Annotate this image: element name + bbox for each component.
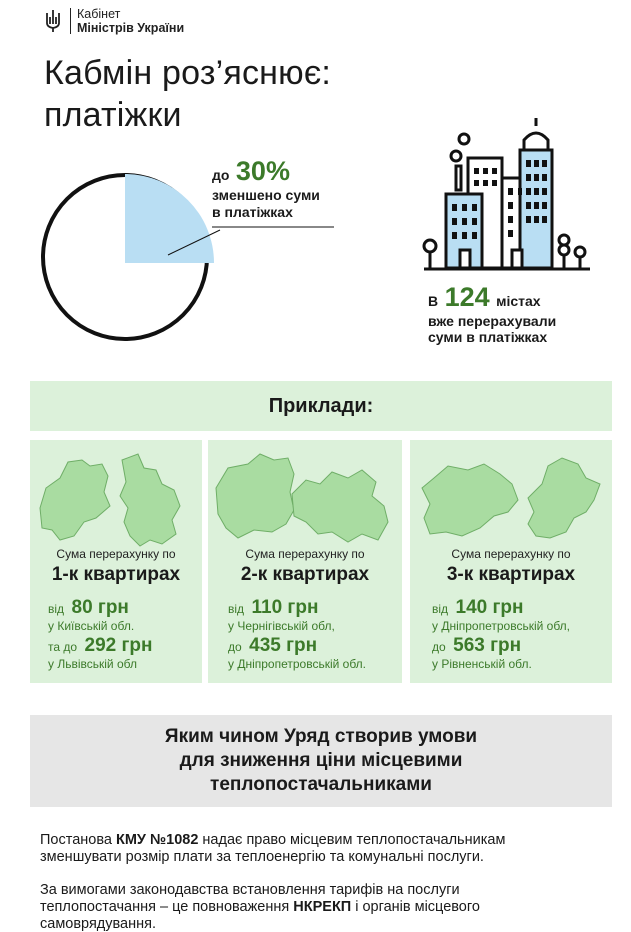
page-title xyxy=(44,52,331,136)
card-2-subtitle: Сума перерахунку по xyxy=(245,547,365,561)
para2-text4: самоврядування. xyxy=(40,916,157,932)
city-stat-value: 124 xyxy=(444,282,490,312)
card-3-subtitle: Сума перерахунку по xyxy=(451,547,571,561)
region-map-dnipro xyxy=(292,470,388,542)
card-2-rooms: 2-к квартирах xyxy=(240,564,370,585)
header-separator xyxy=(70,8,71,34)
region-maps xyxy=(410,448,612,548)
card-3-from xyxy=(410,597,612,633)
region-map-kyiv xyxy=(40,460,110,540)
region-map-dnipro xyxy=(422,464,518,536)
examples-heading: Приклади: xyxy=(268,394,374,417)
card-2-to xyxy=(208,635,402,671)
title-line1: Кабмін роз’яснює: xyxy=(44,54,332,92)
paragraph-resolution xyxy=(40,832,620,866)
card-3-to xyxy=(410,635,612,671)
card-2-from-region: у Чернігівській обл, xyxy=(228,619,335,633)
para2-text2: теплопостачання – це повноваження xyxy=(40,899,294,915)
card-2-to-amount: 435 грн xyxy=(249,635,318,656)
city-stat-suffix: містах xyxy=(496,293,541,309)
card-1-to-amount: 292 грн xyxy=(84,635,153,656)
card-1-to-prefix: та до xyxy=(48,640,78,654)
card-1-from xyxy=(30,597,202,633)
card-2-to-region: у Дніпропетровській обл. xyxy=(228,657,367,671)
pie-stat-value: 30% xyxy=(235,156,290,186)
paragraph-legislation xyxy=(40,882,620,932)
para1-text2: надає право місцевим теплопостачальникам xyxy=(198,832,506,848)
card-2-to-prefix: до xyxy=(228,640,242,654)
examples-heading-bar xyxy=(30,381,612,431)
para1-text3: зменшувати розмір плати за теплоенергію та комунальні послуги. xyxy=(40,849,484,865)
how-heading-bar xyxy=(30,715,612,807)
org-name-line2: Міністрів України xyxy=(77,21,185,35)
card-1-subtitle: Сума перерахунку по xyxy=(56,547,176,561)
how-heading-line3: теплопостачальниками xyxy=(210,774,432,795)
trident-icon xyxy=(44,9,62,33)
pie-stat-prefix: до xyxy=(212,167,230,183)
card-3-from-amount: 140 грн xyxy=(455,597,524,618)
card-3-rooms: 3-к квартирах xyxy=(446,564,576,585)
card-3-from-prefix: від xyxy=(432,602,449,616)
example-card-1 xyxy=(30,440,202,683)
pie-stat-line2: в платіжках xyxy=(212,204,293,220)
card-1-from-amount: 80 грн xyxy=(71,597,129,618)
city-stat-prefix: В xyxy=(428,293,439,309)
pie-stat-line1: зменшено суми xyxy=(212,187,320,203)
city-stat-line2: суми в платіжках xyxy=(428,329,548,345)
city-stat xyxy=(428,282,618,345)
how-heading-line1: Яким чином Уряд створив умови xyxy=(164,726,478,747)
card-2-from-amount: 110 грн xyxy=(251,597,319,618)
card-1-to xyxy=(30,635,202,671)
card-1-from-region: у Київській обл. xyxy=(48,619,135,633)
city-icon xyxy=(420,118,595,276)
card-3-to-prefix: до xyxy=(432,640,446,654)
header xyxy=(44,6,184,36)
card-3-to-amount: 563 грн xyxy=(453,635,522,656)
card-2-from-prefix: від xyxy=(228,602,245,616)
city-stat-line1: вже перерахували xyxy=(428,313,557,329)
card-1-from-prefix: від xyxy=(48,602,65,616)
region-maps xyxy=(208,448,402,548)
pie-slice xyxy=(125,174,214,263)
para2-text3: і органів місцевого xyxy=(351,899,480,915)
card-1-to-region: у Львівській обл xyxy=(48,657,137,671)
org-name-line1: Кабінет xyxy=(77,7,121,21)
example-card-3 xyxy=(410,440,612,683)
org-name xyxy=(77,7,184,35)
region-map-chernihiv xyxy=(216,454,294,538)
example-card-2 xyxy=(208,440,402,683)
card-3-from-region: у Дніпропетровській обл, xyxy=(432,619,571,633)
para1-text1: Постанова xyxy=(40,832,116,848)
card-3-to-region: у Рівненській обл. xyxy=(432,657,532,671)
card-2-from xyxy=(208,597,402,633)
para2-bold: НКРЕКП xyxy=(293,899,352,915)
region-maps xyxy=(30,448,202,548)
region-map-rivne xyxy=(528,458,600,538)
para1-bold: КМУ №1082 xyxy=(115,832,199,848)
pie-stat xyxy=(212,156,442,221)
title-line2: платіжки xyxy=(44,96,182,134)
region-map-lviv xyxy=(120,454,180,546)
card-1-rooms: 1-к квартирах xyxy=(51,564,181,585)
how-heading-line2: для зниження ціни місцевими xyxy=(179,750,463,771)
para2-text1: За вимогами законодавства встановлення тарифів на послуги xyxy=(40,882,460,898)
